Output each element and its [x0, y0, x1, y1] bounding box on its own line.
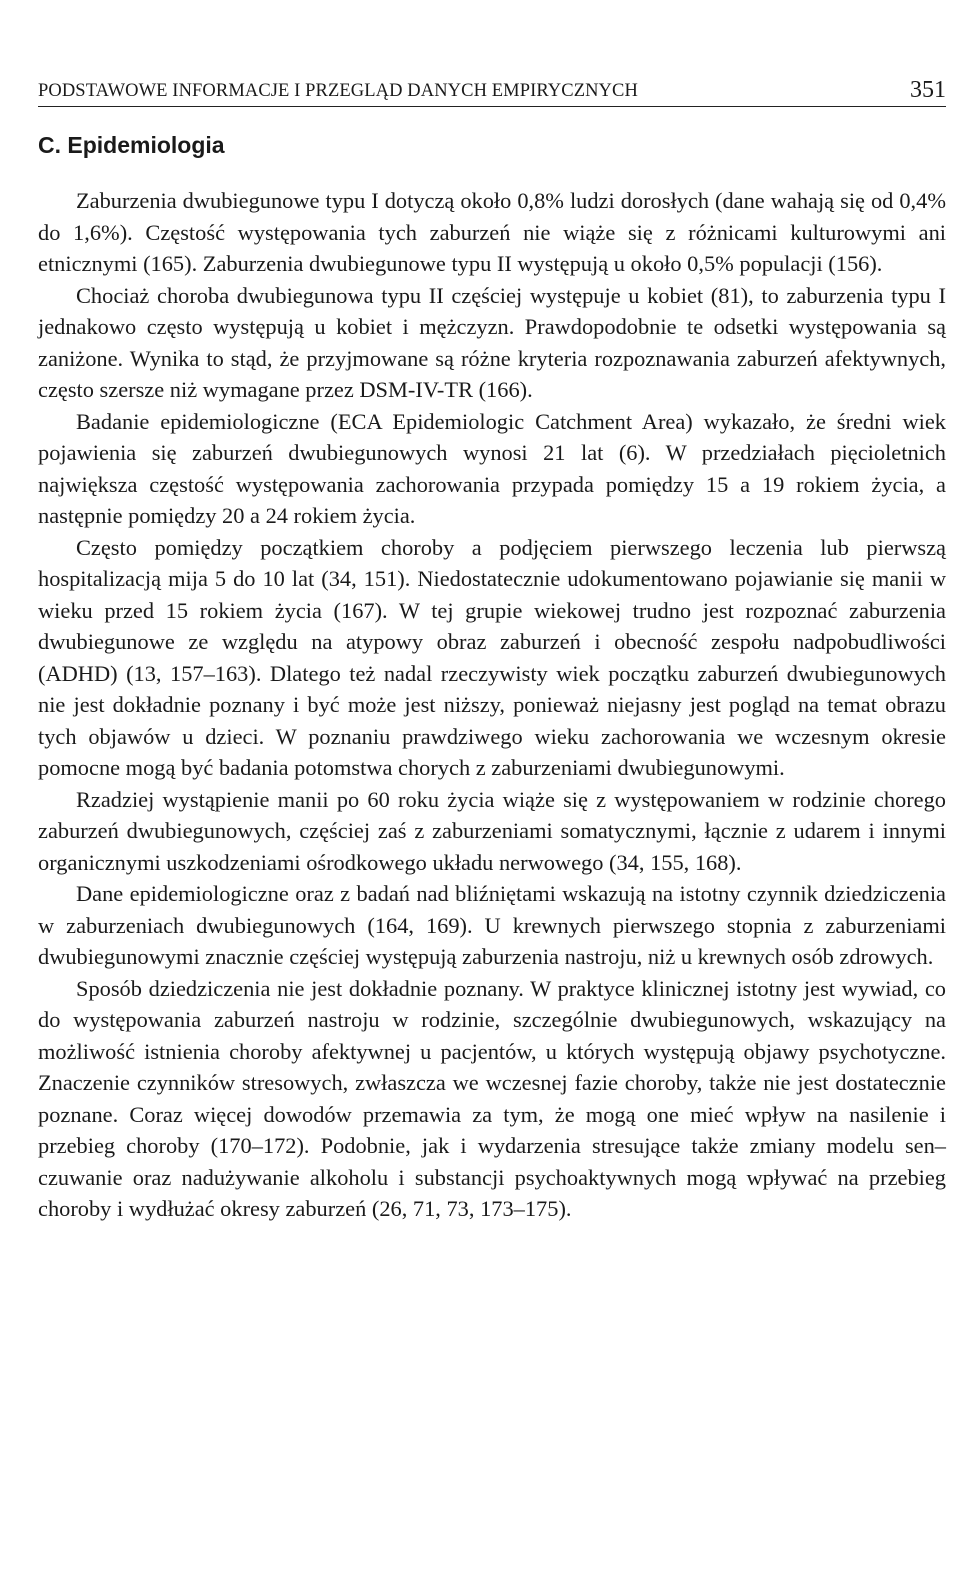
paragraph-onset-age: Badanie epidemiologiczne (ECA Epidemiologic Catchment Area) wykazało, że średni wiek pojawienia się zaburzeń dwubiegunowych wynosi 21 lat (6). W przedziałach pięcioletnich największa częstość występowania zachorowania przypada pomiędzy 15 a 19 rokiem życia, a następnie pomiędzy 20 a 24 rokiem życia.	[38, 408, 946, 528]
paragraph-inheritance: Sposób dziedziczenia nie jest dokładnie poznany. W praktyce klinicznej istotny jest wywiad, co do występowania zaburzeń nastroju w rodzinie, szczególnie dwubiegunowych, wskazujący na możliwość istnienia choroby afektywnej u pacjentów, u których występują objawy psychotyczne. Znaczenie czynników stresowych, zwłaszcza we wczesnej fazie choroby, także nie jest dostatecznie poznane. Coraz więcej dowodów przemawia za tym, że mogą one mieć wpływ na nasilenie i przebieg choroby (170–172). Podobnie, jak i wydarzenia stresujące także zmiany modelu sen–czuwanie oraz nadużywanie alkoholu i substancji psychoaktywnych mogą wpływać na przebieg choroby i wydłużać okresy zaburzeń (26, 71, 73, 173–175).	[38, 975, 946, 1221]
section-heading: C. Epidemiologia	[38, 132, 225, 158]
running-title: PODSTAWOWE INFORMACJE I PRZEGLĄD DANYCH EMPIRYCZNYCH	[38, 81, 638, 101]
paragraph-diagnosis-delay: Często pomiędzy początkiem choroby a podjęciem pierwszego leczenia lub pierwszą hospitalizacją mija 5 do 10 lat (34, 151). Niedostatecznie udokumentowano pojawianie się manii w wieku przed 15 rokiem życia (167). W tej grupie wiekowej trudno jest rozpoznać zaburzenia dwubiegunowe ze względu na atypowy obraz zaburzeń i obecność zespołu nadpobudliwości (ADHD) (13, 157–163). Dlatego też nadal rzeczywisty wiek początku zaburzeń dwubiegunowych nie jest dokładnie poznany i być może jest niższy, ponieważ niejasny jest pogląd na temat obrazu tych objawów u dzieci. W poznaniu prawdziwego wieku zachorowania we wczesnym okresie pomocne mogą być badania potomstwa chorych z zaburzeniami dwubiegunowymi.	[38, 534, 946, 780]
book-page	[38, 78, 946, 1225]
paragraph-late-mania: Rzadziej wystąpienie manii po 60 roku życia wiąże się z występowaniem w rodzinie chorego zaburzeń dwubiegunowych, częściej zaś z zaburzeniami somatycznymi, łącznie z udarem i innymi organicznymi uszkodzeniami ośrodkowego układu nerwowego (34, 155, 168).	[38, 786, 946, 875]
paragraph-gender: Chociaż choroba dwubiegunowa typu II częściej występuje u kobiet (81), to zaburzenia typu I jednakowo często występują u kobiet i mężczyzn. Prawdopodobnie te odsetki występowania są zaniżone. Wynika to stąd, że przyjmowane są różne kryteria rozpoznawania zaburzeń afektywnych, często szersze niż wymagane przez DSM-IV-TR (166).	[38, 282, 946, 402]
page-number: 351	[910, 77, 946, 103]
body-text	[38, 185, 946, 1225]
paragraph-heredity: Dane epidemiologiczne oraz z badań nad bliźniętami wskazują na istotny czynnik dziedziczenia w zaburzeniach dwubiegunowych (164, 169). U krewnych pierwszego stopnia z zaburzeniami dwubiegunowymi znacznie częściej występują zaburzenia nastroju, niż u krewnych osób zdrowych.	[38, 881, 946, 969]
paragraph-prevalence: Zaburzenia dwubiegunowe typu I dotyczą około 0,8% ludzi dorosłych (dane wahają się od 0,4% do 1,6%). Częstość występowania tych zaburzeń nie wiąże się z różnicami kulturowymi ani etnicznymi (165). Zaburzenia dwubiegunowe typu II występują u około 0,5% populacji (156).	[38, 188, 946, 276]
running-header	[38, 78, 946, 107]
